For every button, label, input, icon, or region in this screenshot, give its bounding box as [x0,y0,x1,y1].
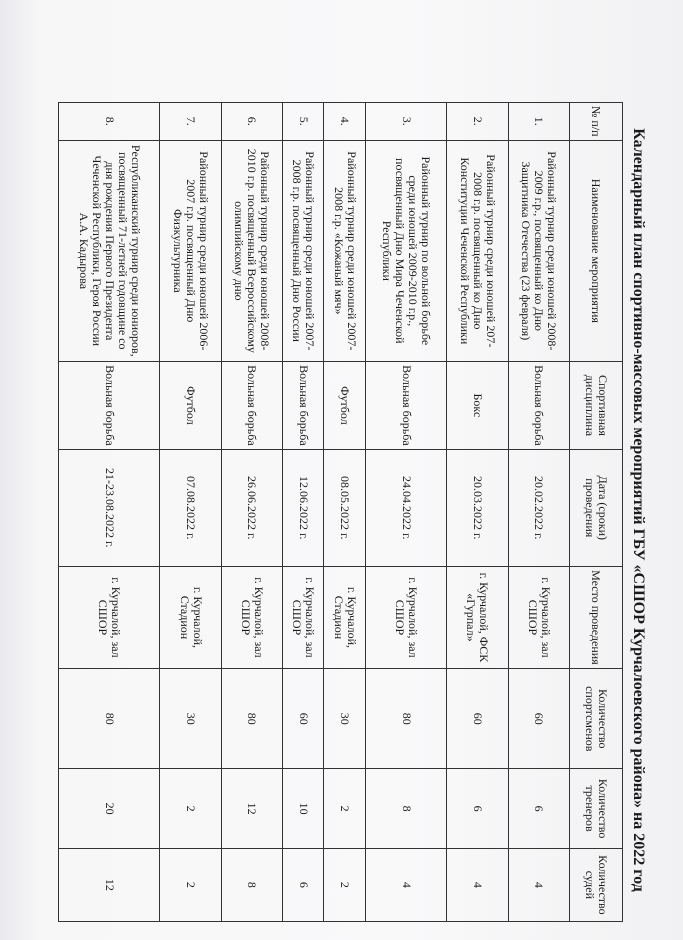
header-date: Дата (сроки) проведения [570,449,623,566]
row-place: г. Курчалой, зал СШОР [365,566,446,668]
row-name: Районный турнир среди юношей 2007-2008 г.р. «Кожаный мяч» [324,140,365,361]
row-date: 24.04.2022 г. [365,449,446,566]
events-table [58,102,623,922]
header-name: Наименование мероприятия [570,140,623,361]
row-athletes: 60 [447,669,508,769]
table-row [324,103,365,922]
row-place: г. Курчалой, ФСК «Гурпал» [447,566,508,668]
row-date: 21-23.08.2022 г. [59,449,160,566]
header-athletes: Количество спортсменов [570,669,623,769]
row-coaches: 8 [365,769,446,848]
row-num: 5. [283,103,324,141]
row-athletes: 60 [508,669,569,769]
header-discipline: Спортивная дисциплина [570,362,623,450]
row-discipline: Вольная борьба [508,362,569,450]
header-place: Место проведения [570,566,623,668]
row-discipline: Вольная борьба [365,362,446,450]
row-name: Районный турнир среди юношей 2008-2009 г.р., посвященный ко Дню Защитника Отечества (23 февраля) [508,140,569,361]
row-athletes: 80 [59,669,160,769]
document-title: Календарный план спортивно-массовых мероприятий ГБУ «СШОР Курчалоевского района» на 2022 год [630,128,647,892]
row-judges: 6 [283,848,324,921]
row-date: 12.06.2022 г. [283,449,324,566]
row-discipline: Бокс [447,362,508,450]
row-athletes: 80 [365,669,446,769]
row-name: Районный турнир среди юношей 2008-2010 г.р. посвященный Всероссийскому олимпийскому дню [221,140,282,361]
row-judges: 12 [59,848,160,921]
table-row [59,103,160,922]
row-date: 07.08.2022 г. [160,449,221,566]
table-header-row [570,103,623,922]
row-coaches: 6 [508,769,569,848]
row-coaches: 2 [160,769,221,848]
table-row [221,103,282,922]
table-row [508,103,569,922]
row-place: г. Курчалой, зал СШОР [508,566,569,668]
table-row [160,103,221,922]
row-date: 26.06.2022 г. [221,449,282,566]
row-date: 20.03.2022 г. [447,449,508,566]
row-discipline: Вольная борьба [59,362,160,450]
header-coaches: Количество тренеров [570,769,623,848]
table-row [447,103,508,922]
row-num: 2. [447,103,508,141]
row-athletes: 30 [324,669,365,769]
row-name: Районный турнир по вольной борьбе среди юношей 2009-2010 г.р., посвященный Дню Мира Чеченской Республики [365,140,446,361]
row-athletes: 30 [160,669,221,769]
row-athletes: 60 [283,669,324,769]
row-discipline: Футбол [324,362,365,450]
row-num: 1. [508,103,569,141]
table-row [365,103,446,922]
row-place: г. Курчалой, зал СШОР [283,566,324,668]
header-judges: Количество судей [570,848,623,921]
row-judges: 2 [160,848,221,921]
row-place: г. Курчалой, зал СШОР [59,566,160,668]
row-discipline: Вольная борьба [283,362,324,450]
row-place: г. Курчалой, Стадион [324,566,365,668]
row-name: Республиканский турнир среди юниоров, посвященный 71-летней годовщине со дня рождения Первого Президента Чеченской Республики, Героя России А.А. Кадырова [59,140,160,361]
row-judges: 4 [365,848,446,921]
row-coaches: 6 [447,769,508,848]
header-num: № п/п [570,103,623,141]
row-num: 6. [221,103,282,141]
row-judges: 8 [221,848,282,921]
row-place: г. Курчалой, Стадион [160,566,221,668]
row-athletes: 80 [221,669,282,769]
row-coaches: 10 [283,769,324,848]
row-num: 3. [365,103,446,141]
table-row [283,103,324,922]
row-place: г. Курчалой, зал СШОР [221,566,282,668]
row-discipline: Футбол [160,362,221,450]
row-discipline: Вольная борьба [221,362,282,450]
row-judges: 4 [447,848,508,921]
row-name: Районный турнир среди юношей 2006-2007 г.р. посвященный Дню Физкультурника [160,140,221,361]
row-coaches: 20 [59,769,160,848]
row-coaches: 2 [324,769,365,848]
row-coaches: 12 [221,769,282,848]
row-date: 08.05.2022 г. [324,449,365,566]
row-num: 4. [324,103,365,141]
row-name: Районный турнир среди юношей 207-2008 г.р. посвященный ко Дню Конституции Чеченской Республики [447,140,508,361]
row-name: Районный турнир среди юношей 2007-2008 г.р. посвященный Дню России [283,140,324,361]
row-num: 8. [59,103,160,141]
row-judges: 2 [324,848,365,921]
row-judges: 4 [508,848,569,921]
row-num: 7. [160,103,221,141]
row-date: 20.02.2022 г. [508,449,569,566]
